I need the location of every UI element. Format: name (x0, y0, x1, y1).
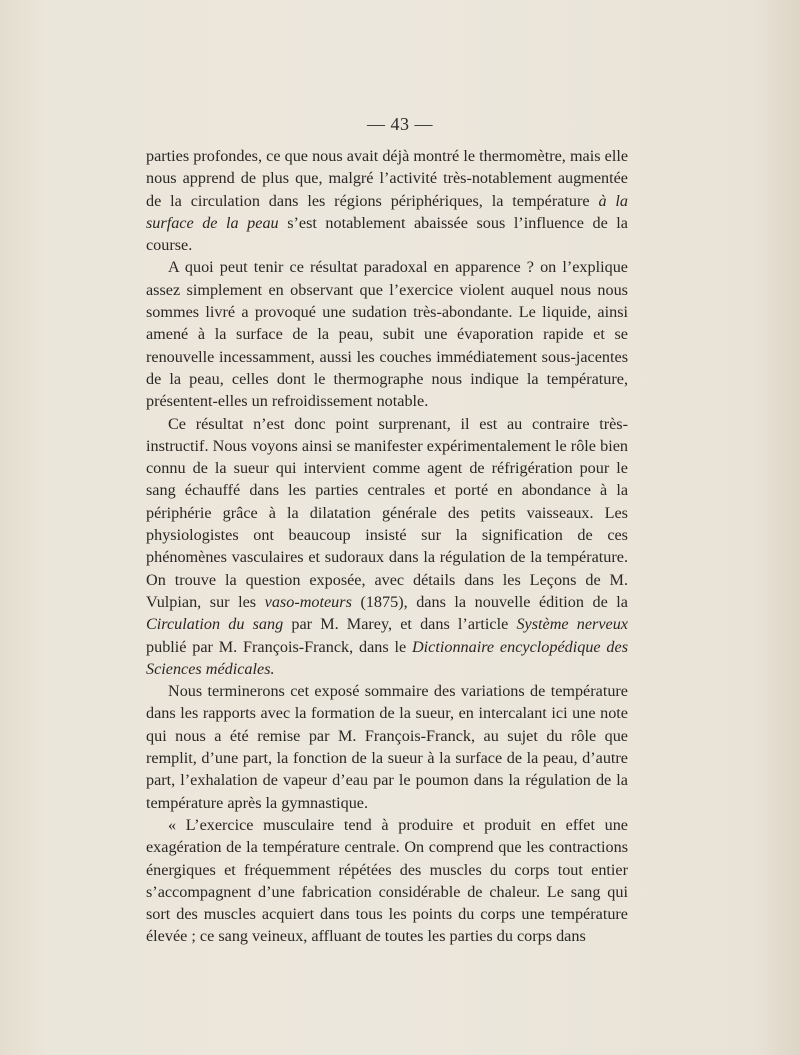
text-run: parties profondes, ce que nous avait déjà montré le thermomètre, mais elle nous apprend de plus que, malgré l’activité très-notablement augmentée de la circulation dans les régions périphériques, la température (146, 147, 628, 210)
text-run: Nous terminerons cet exposé sommaire des variations de température dans les rapports avec la formation de la sueur, en intercalant ici une note qui nous a été remise par M. François-Franck, au sujet du rôle que remplit, d’une part, la fonction de la sueur à la surface de la peau, d’autre part, l’exhalation de vapeur d’eau par le poumon dans la régulation de la température après la gymnastique. (146, 682, 628, 812)
italic-text: à la surface de la peau (146, 191, 629, 232)
italic-text: Dictionnaire encyclopédique des Sciences médicales. (146, 637, 628, 678)
italic-text: vaso-moteurs (264, 592, 352, 611)
text-run: (1875), dans la nouvelle édition de la (351, 592, 628, 611)
paragraph-3 (146, 413, 628, 681)
italic-text: Système nerveux (516, 615, 628, 634)
italic-text: Circulation du sang (146, 615, 284, 634)
text-run: « L’exercice musculaire tend à produire et produit en effet une exagération de la température centrale. On comprend que les contractions énergiques et fréquemment répétées des muscles du corps tout entier s’accompagnent d’une fabrication considérable de chaleur. Le sang qui sort des muscles acquiert dans tous les points du corps une température élevée ; ce sang veineux, affluant de toutes les parties du corps dans (146, 815, 628, 946)
paragraph-2 (146, 256, 628, 412)
page-number: — 43 — (367, 114, 433, 134)
paragraph-5 (146, 814, 628, 948)
text-run: Ce résultat n’est donc point surprenant, il est au contraire très-instructif. Nous voyons ainsi se manifester expérimentalement le rôle bien connu de la sueur qui intervient comme agent de réfrigération pour le sang échauffé dans les parties centrales et porté en abondance à la périphérie grâce à la dilatation générale des petits vaisseaux. Les physiologistes ont beaucoup insisté sur la signification de ces phénomènes vasculaires et sudoraux dans la régulation de la température. On trouve la question exposée, avec détails dans les Leçons de M. Vulpian, sur les (146, 414, 628, 611)
text-run: par M. Marey, et dans l’article (283, 615, 517, 634)
body-text (146, 145, 628, 948)
text-run: publié par M. François-Franck, dans le (146, 637, 412, 656)
paragraph-1 (146, 145, 628, 256)
text-run: A quoi peut tenir ce résultat paradoxal en apparence ? on l’explique assez simplement en observant que l’exercice violent auquel nous nous sommes livré a provoqué une sudation très-abondante. Le liquide, ainsi amené à la surface de la peau, subit une évaporation rapide et se renouvelle incessamment, aussi les couches immédiatement sous-jacentes de la peau, celles dont le thermographe nous indique la température, présentent-elles un refroidissement notable. (146, 258, 628, 411)
paragraph-4 (146, 680, 628, 814)
text-run: s’est notablement abaissée sous l’influence de la course. (146, 213, 628, 255)
